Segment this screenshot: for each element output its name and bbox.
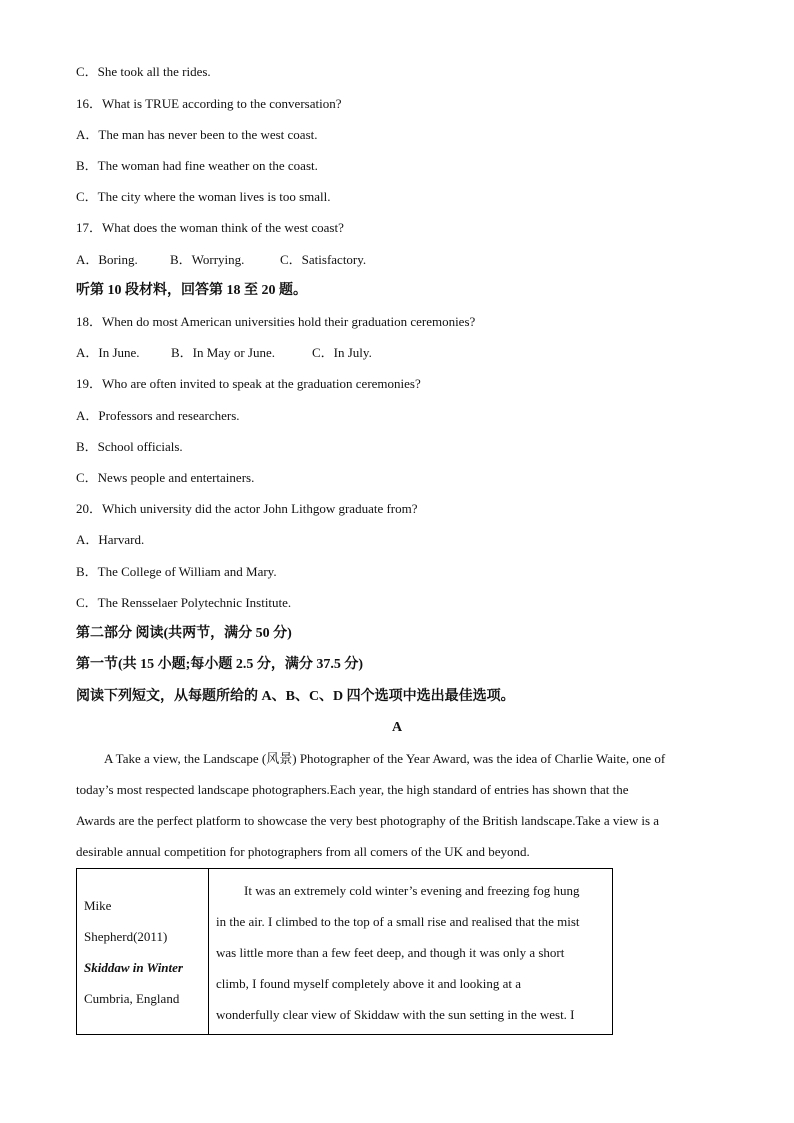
q18-option-b: B．In May or June. xyxy=(171,345,275,360)
photo-entry-table xyxy=(76,868,613,1035)
part-two-heading: 第二部分 阅读(共两节，满分 50 分) xyxy=(76,626,292,641)
table-row xyxy=(77,869,613,1035)
entry-text-line: climb, I found myself completely above it and looking at a xyxy=(216,976,522,991)
q19-option-b: B．School officials. xyxy=(76,439,183,454)
q19-option-c: C．News people and entertainers. xyxy=(76,470,255,485)
q17-options xyxy=(76,252,366,268)
q19-option-a: A．Professors and researchers. xyxy=(76,408,240,423)
section-10-heading: 听第 10 段材料，回答第 18 至 20 题。 xyxy=(76,283,307,298)
q20-option-c: C．The Rensselaer Polytechnic Institute. xyxy=(76,595,292,610)
reading-instructions: 阅读下列短文，从每题所给的 A、B、C、D 四个选项中选出最佳选项。 xyxy=(76,689,515,704)
q15-option-c: C．She took all the rides. xyxy=(76,64,211,79)
q16-option-b: B．The woman had fine weather on the coast. xyxy=(76,158,318,173)
paragraph-line: today’s most respected landscape photographers.Each year, the high standard of entries has shown that the xyxy=(76,782,629,797)
author-name-line1: Mike xyxy=(84,897,112,913)
entry-text-line: It was an extremely cold winter’s evening and freezing fog hung xyxy=(244,883,580,898)
q16-option-c: C．The city where the woman lives is too small. xyxy=(76,189,331,204)
work-title: Skiddaw in Winter xyxy=(84,959,183,975)
question-17: 17．What does the woman think of the west coast? xyxy=(76,220,344,235)
work-location: Cumbria, England xyxy=(84,990,180,1006)
passage-label: A xyxy=(391,720,403,735)
paragraph-line: A Take a view, the Landscape (风景) Photographer of the Year Award, was the idea of Charlie Waite, one of xyxy=(104,751,666,766)
q17-option-a: A．Boring. xyxy=(76,252,138,267)
q20-option-b: B．The College of William and Mary. xyxy=(76,564,277,579)
passage-paragraph xyxy=(76,743,716,867)
paragraph-line: desirable annual competition for photographers from all comers of the UK and beyond. xyxy=(76,844,530,859)
question-20: 20．Which university did the actor John Lithgow graduate from? xyxy=(76,501,418,516)
question-16: 16．What is TRUE according to the conversation? xyxy=(76,96,342,111)
q17-option-b: B．Worrying. xyxy=(170,252,245,267)
section-one-heading: 第一节(共 15 小题;每小题 2.5 分，满分 37.5 分) xyxy=(76,657,363,672)
q17-option-c: C．Satisfactory. xyxy=(280,252,367,267)
q18-option-a: A．In June. xyxy=(76,345,140,360)
author-name-line2: Shepherd(2011) xyxy=(84,928,168,944)
question-19: 19．Who are often invited to speak at the graduation ceremonies? xyxy=(76,376,421,391)
question-18: 18．When do most American universities hold their graduation ceremonies? xyxy=(76,314,476,329)
entry-info-cell xyxy=(77,869,209,1035)
q16-option-a: A．The man has never been to the west coast. xyxy=(76,127,318,142)
q18-options xyxy=(76,345,372,361)
entry-text-line: wonderfully clear view of Skiddaw with the sun setting in the west. I xyxy=(216,1007,575,1022)
q20-option-a: A．Harvard. xyxy=(76,532,145,547)
entry-text-line: in the air. I climbed to the top of a small rise and realised that the mist xyxy=(216,914,580,929)
entry-text-cell xyxy=(209,869,613,1035)
entry-text-line: was little more than a few feet deep, and though it was only a short xyxy=(216,945,565,960)
q18-option-c: C．In July. xyxy=(312,345,372,360)
paragraph-line: Awards are the perfect platform to showcase the very best photography of the British landscape.Take a view is a xyxy=(76,813,660,828)
